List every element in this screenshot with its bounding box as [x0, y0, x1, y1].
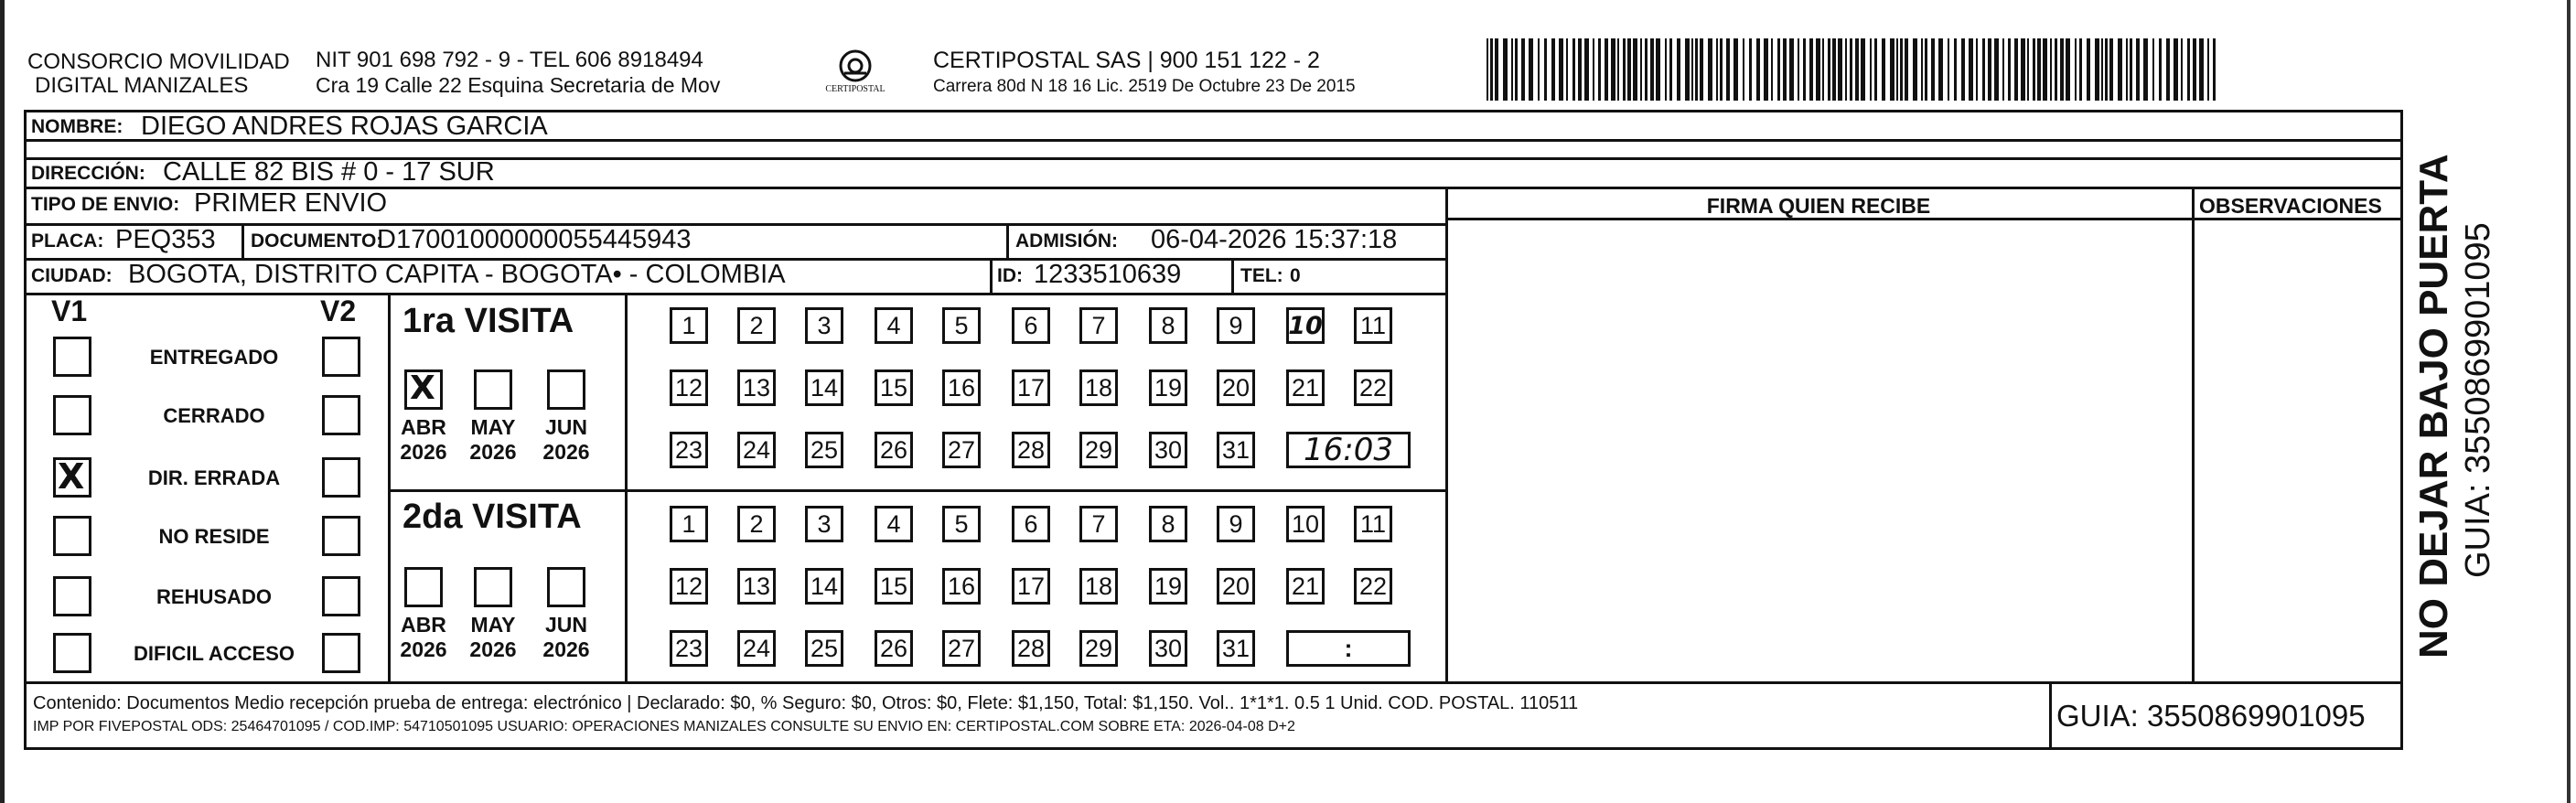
day-box[interactable]: 13 — [737, 369, 776, 406]
barcode-bar — [1645, 38, 1648, 101]
barcode-bar — [1538, 38, 1540, 101]
day-box[interactable]: 26 — [875, 630, 913, 667]
day-box[interactable]: 18 — [1079, 369, 1118, 406]
check-mark: X — [410, 369, 435, 407]
month-label: ABR 2026 — [400, 613, 447, 661]
status-label: ENTREGADO — [149, 346, 279, 369]
day-box[interactable]: 8 — [1149, 307, 1187, 344]
day-box[interactable]: 5 — [942, 506, 981, 542]
barcode-bar — [1572, 38, 1575, 101]
day-box[interactable]: 16 — [942, 568, 981, 605]
barcode-bar — [1521, 38, 1525, 101]
barcode-bar — [1828, 38, 1830, 101]
barcode-bar — [2166, 38, 2170, 101]
day-box[interactable]: 17 — [1012, 369, 1050, 406]
day-box[interactable]: 19 — [1149, 369, 1187, 406]
day-box[interactable]: 25 — [805, 432, 843, 468]
day-box[interactable]: 5 — [942, 307, 981, 344]
tel-value: 0 — [1290, 265, 1301, 286]
month-label: MAY 2026 — [469, 415, 517, 464]
barcode-bar — [1798, 38, 1799, 101]
barcode-bar — [1948, 38, 1949, 101]
barcode-bar — [1925, 38, 1927, 101]
barcode-bar — [2118, 38, 2122, 101]
barcode-bar — [1954, 38, 1957, 101]
direccion-label: DIRECCIÓN: — [31, 163, 145, 184]
nombre-label: NOMBRE: — [31, 116, 123, 137]
status-label: DIFICIL ACCESO — [133, 642, 295, 665]
direccion-value: CALLE 82 BIS # 0 - 17 SUR — [163, 157, 495, 187]
day-box[interactable]: 7 — [1079, 506, 1118, 542]
barcode-bar — [1578, 38, 1582, 101]
barcode-bar — [1832, 38, 1836, 101]
v1-checkbox[interactable] — [53, 457, 91, 498]
day-box[interactable]: 7 — [1079, 307, 1118, 344]
month-checkbox[interactable] — [547, 567, 585, 607]
v2-checkbox[interactable] — [322, 337, 360, 377]
day-box[interactable]: 20 — [1217, 568, 1255, 605]
v1-checkbox[interactable] — [53, 576, 91, 616]
barcode-bar — [1890, 38, 1894, 101]
barcode-bar — [1816, 38, 1820, 101]
barcode-bar — [2193, 38, 2196, 101]
barcode-bar — [2130, 38, 2132, 101]
barcode-bar — [2109, 38, 2113, 101]
tipo-envio-value: PRIMER ENVIO — [194, 188, 388, 218]
visit1-title: 1ra VISITA — [402, 302, 574, 340]
barcode-bar — [2079, 38, 2082, 101]
firma-field[interactable] — [1449, 221, 2190, 680]
day-box[interactable]: 26 — [875, 432, 913, 468]
day-box[interactable]: 10 — [1286, 506, 1325, 542]
barcode-bar — [1511, 38, 1513, 101]
day-box[interactable]: 24 — [737, 630, 776, 667]
barcode-bar — [1988, 38, 1991, 101]
scan-edge-left — [0, 0, 5, 803]
barcode-bar — [1716, 38, 1718, 101]
day-box[interactable]: 14 — [805, 568, 843, 605]
barcode-bar — [2043, 38, 2047, 101]
barcode-bar — [1961, 38, 1965, 101]
barcode-bar — [1605, 38, 1608, 101]
day-box[interactable]: 13 — [737, 568, 776, 605]
time-box[interactable]: 16:03 — [1286, 432, 1411, 468]
day-box[interactable]: 30 — [1149, 630, 1187, 667]
barcode-bar — [1870, 38, 1872, 101]
status-label: DIR. ERRADA — [147, 466, 281, 489]
footer-guia: GUIA: 3550869901095 — [2056, 699, 2366, 733]
barcode-bar — [1544, 38, 1547, 101]
month-checkbox[interactable] — [474, 369, 512, 410]
barcode-bar — [1822, 38, 1824, 101]
barcode-bar — [1633, 38, 1637, 101]
status-label: NO RESIDE — [158, 525, 270, 548]
barcode-bar — [1931, 38, 1935, 101]
visit2-title: 2da VISITA — [402, 498, 582, 536]
barcode-bar — [1566, 38, 1568, 101]
barcode-bar — [1708, 38, 1712, 101]
tipo-envio-label: TIPO DE ENVIO: — [31, 194, 180, 215]
barcode-bar — [1593, 38, 1594, 101]
carrier-line2: Carrera 80d N 18 16 Lic. 2519 De Octubre 23 De 2015 — [933, 77, 1356, 96]
day-box[interactable]: 28 — [1012, 630, 1050, 667]
id-label: ID: — [997, 265, 1023, 286]
side-warning: NO DEJAR BAJO PUERTA — [2411, 154, 2456, 658]
day-box[interactable]: 11 — [1354, 307, 1392, 344]
day-box[interactable]: 17 — [1012, 568, 1050, 605]
barcode-bar — [1490, 38, 1493, 101]
v1-checkbox[interactable] — [53, 633, 91, 673]
barcode-bar — [2126, 38, 2128, 101]
day-box[interactable]: 4 — [875, 307, 913, 344]
barcode-bar — [2199, 38, 2204, 101]
barcode-bar — [1913, 38, 1917, 101]
nombre-value: DIEGO ANDRES ROJAS GARCIA — [141, 112, 548, 141]
scan-edge-right — [2567, 0, 2571, 803]
v1-checkbox[interactable] — [53, 337, 91, 377]
barcode-bar — [1874, 38, 1877, 101]
day-box[interactable]: 15 — [875, 369, 913, 406]
barcode-bar — [1771, 38, 1773, 101]
barcode-bar — [2033, 38, 2035, 101]
barcode-bar — [1695, 38, 1698, 101]
barcode-bar — [2159, 38, 2162, 101]
barcode-bar — [1495, 38, 1498, 101]
barcode-bar — [1611, 38, 1615, 101]
barcode-bar — [1838, 38, 1842, 101]
barcode-bar — [2087, 38, 2090, 101]
day-box[interactable]: 20 — [1217, 369, 1255, 406]
barcode-bar — [1691, 38, 1693, 101]
day-box[interactable]: 29 — [1079, 630, 1118, 667]
ciudad-label: CIUDAD: — [31, 265, 113, 286]
day-box[interactable]: 15 — [875, 568, 913, 605]
barcode-bar — [2101, 38, 2103, 101]
barcode-bar — [1733, 38, 1738, 101]
barcode-bar — [2037, 38, 2041, 101]
check-mark: X — [58, 456, 85, 497]
observaciones-label: OBSERVACIONES — [2199, 194, 2382, 218]
barcode-bar — [2207, 38, 2209, 101]
day-box[interactable]: 21 — [1286, 369, 1325, 406]
v2-checkbox[interactable] — [322, 395, 360, 435]
barcode-bar — [1855, 38, 1859, 101]
day-box[interactable]: 25 — [805, 630, 843, 667]
barcode-bar — [1685, 38, 1690, 101]
day-box[interactable]: 6 — [1012, 506, 1050, 542]
day-box[interactable]: 3 — [805, 307, 843, 344]
company-nit: NIT 901 698 792 - 9 - TEL 606 8918494 — [316, 48, 703, 72]
day-box[interactable]: 2 — [737, 307, 776, 344]
month-checkbox[interactable] — [404, 369, 443, 410]
barcode-bar — [1617, 38, 1619, 101]
barcode-bar — [1598, 38, 1601, 101]
day-box[interactable]: 11 — [1354, 506, 1392, 542]
day-box[interactable]: 30 — [1149, 432, 1187, 468]
barcode-bar — [2060, 38, 2064, 101]
barcode-bar — [2213, 38, 2216, 101]
side-guia: GUIA: 3550869901095 — [2459, 222, 2497, 578]
v2-checkbox[interactable] — [322, 516, 360, 556]
day-box[interactable]: 1 — [670, 506, 708, 542]
day-box[interactable]: 31 — [1217, 630, 1255, 667]
barcode-bar — [1900, 38, 1903, 101]
time-box[interactable]: : — [1286, 630, 1411, 667]
barcode-bar — [1559, 38, 1563, 101]
barcode-bar — [1529, 38, 1533, 101]
barcode-bar — [2075, 38, 2077, 101]
barcode-bar — [1515, 38, 1518, 101]
day-box[interactable]: 23 — [670, 630, 708, 667]
barcode-bar — [2105, 38, 2108, 101]
v1-checkbox[interactable] — [53, 516, 91, 556]
logo-text: CERTIPOSTAL — [825, 84, 886, 94]
firma-label: FIRMA QUIEN RECIBE — [1706, 194, 1931, 218]
barcode-bar — [1726, 38, 1730, 101]
admision-label: ADMISIÓN: — [1015, 230, 1118, 252]
barcode-bar — [2187, 38, 2190, 101]
carrier-line1: CERTIPOSTAL SAS | 900 151 122 - 2 — [933, 48, 1320, 73]
day-box[interactable]: 14 — [805, 369, 843, 406]
barcode-bar — [1627, 38, 1631, 101]
footer-contenido: Contenido: Documentos Medio recepción prueba de entrega: electrónico | Declarado: $0, % Seguro: $0, Otros: $0, Flete: $1,150, Total: $1,150. Vol.. 1*1*1. 0.5 1 Unid. COD. POSTAL. 110511 — [33, 693, 1579, 713]
documento-label: DOCUMENTO: — [251, 230, 383, 252]
barcode-bar — [1551, 38, 1555, 101]
barcode-bar — [1938, 38, 1943, 101]
day-box[interactable]: 24 — [737, 432, 776, 468]
barcode-bar — [1584, 38, 1589, 101]
barcode-bar — [1850, 38, 1852, 101]
barcode-bar — [1756, 38, 1760, 101]
month-label: JUN 2026 — [542, 415, 590, 464]
barcode-bar — [1994, 38, 1999, 101]
day-box[interactable]: 29 — [1079, 432, 1118, 468]
barcode-bar — [1777, 38, 1780, 101]
day-box[interactable]: 19 — [1149, 568, 1187, 605]
company-name-line1: CONSORCIO MOVILIDAD — [27, 49, 290, 74]
barcode — [1487, 38, 2218, 101]
day-box[interactable]: 16 — [942, 369, 981, 406]
barcode-bar — [1976, 38, 1978, 101]
month-checkbox[interactable] — [474, 567, 512, 607]
barcode-bar — [2002, 38, 2004, 101]
admision-value: 06-04-2026 15:37:18 — [1151, 225, 1398, 254]
barcode-bar — [1677, 38, 1680, 101]
barcode-bar — [2055, 38, 2057, 101]
day-box[interactable]: 27 — [942, 630, 981, 667]
day-box[interactable]: 9 — [1217, 506, 1255, 542]
v2-checkbox[interactable] — [322, 576, 360, 616]
company-address: Cra 19 Calle 22 Esquina Secretaria de Mov — [316, 73, 721, 97]
barcode-bar — [1650, 38, 1654, 101]
barcode-bar — [2152, 38, 2154, 101]
barcode-bar — [1640, 38, 1642, 101]
barcode-bar — [2021, 38, 2025, 101]
company-name-line2: DIGITAL MANIZALES — [35, 73, 249, 98]
barcode-bar — [1749, 38, 1752, 101]
barcode-bar — [2095, 38, 2099, 101]
month-checkbox[interactable] — [404, 567, 443, 607]
barcode-bar — [1861, 38, 1865, 101]
barcode-bar — [1905, 38, 1908, 101]
day-box[interactable]: 12 — [670, 369, 708, 406]
placa-value: PEQ353 — [115, 225, 216, 254]
barcode-bar — [1921, 38, 1923, 101]
barcode-bar — [1665, 38, 1667, 101]
barcode-bar — [1764, 38, 1768, 101]
barcode-bar — [1809, 38, 1813, 101]
day-box[interactable]: 31 — [1217, 432, 1255, 468]
barcode-bar — [2050, 38, 2052, 101]
ciudad-value: BOGOTA, DISTRITO CAPITA - BOGOTA• - COLOMBIA — [128, 260, 786, 289]
barcode-bar — [2143, 38, 2148, 101]
barcode-bar — [2008, 38, 2011, 101]
day-box[interactable]: 10 — [1286, 307, 1325, 344]
month-label: JUN 2026 — [542, 613, 590, 661]
barcode-bar — [1789, 38, 1794, 101]
footer-imp: IMP POR FIVEPOSTAL ODS: 25464701095 / COD.IMP: 54710501095 USUARIO: OPERACIONES MANIZALES CONSULTE SU ENVIO EN: CERTIPOSTAL.COM SOBRE ETA: 2026-04-08 D+2 — [33, 719, 1295, 734]
day-box[interactable]: 3 — [805, 506, 843, 542]
day-box[interactable]: 21 — [1286, 568, 1325, 605]
barcode-bar — [1896, 38, 1898, 101]
id-value: 1233510639 — [1034, 260, 1182, 289]
month-label: MAY 2026 — [469, 613, 517, 661]
day-box[interactable]: 22 — [1354, 369, 1392, 406]
barcode-bar — [2066, 38, 2070, 101]
day-box[interactable]: 12 — [670, 568, 708, 605]
v1-label: V1 — [51, 294, 88, 327]
barcode-bar — [1982, 38, 1985, 101]
status-label: REHUSADO — [156, 585, 272, 608]
barcode-bar — [2014, 38, 2018, 101]
barcode-bar — [2174, 38, 2178, 101]
day-box[interactable]: 22 — [1354, 568, 1392, 605]
barcode-bar — [1803, 38, 1806, 101]
v1-checkbox[interactable] — [53, 395, 91, 435]
barcode-bar — [1487, 38, 1488, 101]
day-box[interactable]: 18 — [1079, 568, 1118, 605]
barcode-bar — [1503, 38, 1508, 101]
barcode-bar — [1656, 38, 1660, 101]
placa-label: PLACA: — [31, 230, 104, 252]
barcode-bar — [2181, 38, 2183, 101]
v2-checkbox[interactable] — [322, 457, 360, 498]
tel-label: TEL: — [1240, 265, 1283, 286]
barcode-bar — [1969, 38, 1973, 101]
month-label: ABR 2026 — [400, 415, 447, 464]
day-box[interactable]: 28 — [1012, 432, 1050, 468]
day-box[interactable]: 9 — [1217, 307, 1255, 344]
day-box[interactable]: 2 — [737, 506, 776, 542]
barcode-bar — [1669, 38, 1672, 101]
barcode-bar — [1720, 38, 1723, 101]
barcode-bar — [1882, 38, 1885, 101]
v2-checkbox[interactable] — [322, 633, 360, 673]
month-checkbox[interactable] — [547, 369, 585, 410]
status-label: CERRADO — [163, 404, 265, 427]
day-box[interactable]: 8 — [1149, 506, 1187, 542]
documento-value: D17001000000055445943 — [377, 225, 692, 254]
barcode-bar — [2136, 38, 2140, 101]
v2-label: V2 — [320, 294, 357, 327]
day-box[interactable]: 23 — [670, 432, 708, 468]
barcode-bar — [1623, 38, 1626, 101]
barcode-bar — [1743, 38, 1744, 101]
barcode-bar — [1700, 38, 1703, 101]
day-box[interactable]: 1 — [670, 307, 708, 344]
day-box[interactable]: 6 — [1012, 307, 1050, 344]
barcode-bar — [1845, 38, 1847, 101]
barcode-bar — [1783, 38, 1787, 101]
observaciones-field[interactable] — [2195, 221, 2399, 680]
certipostal-logo — [819, 46, 892, 101]
day-box[interactable]: 4 — [875, 506, 913, 542]
day-box[interactable]: 27 — [942, 432, 981, 468]
barcode-bar — [2027, 38, 2029, 101]
